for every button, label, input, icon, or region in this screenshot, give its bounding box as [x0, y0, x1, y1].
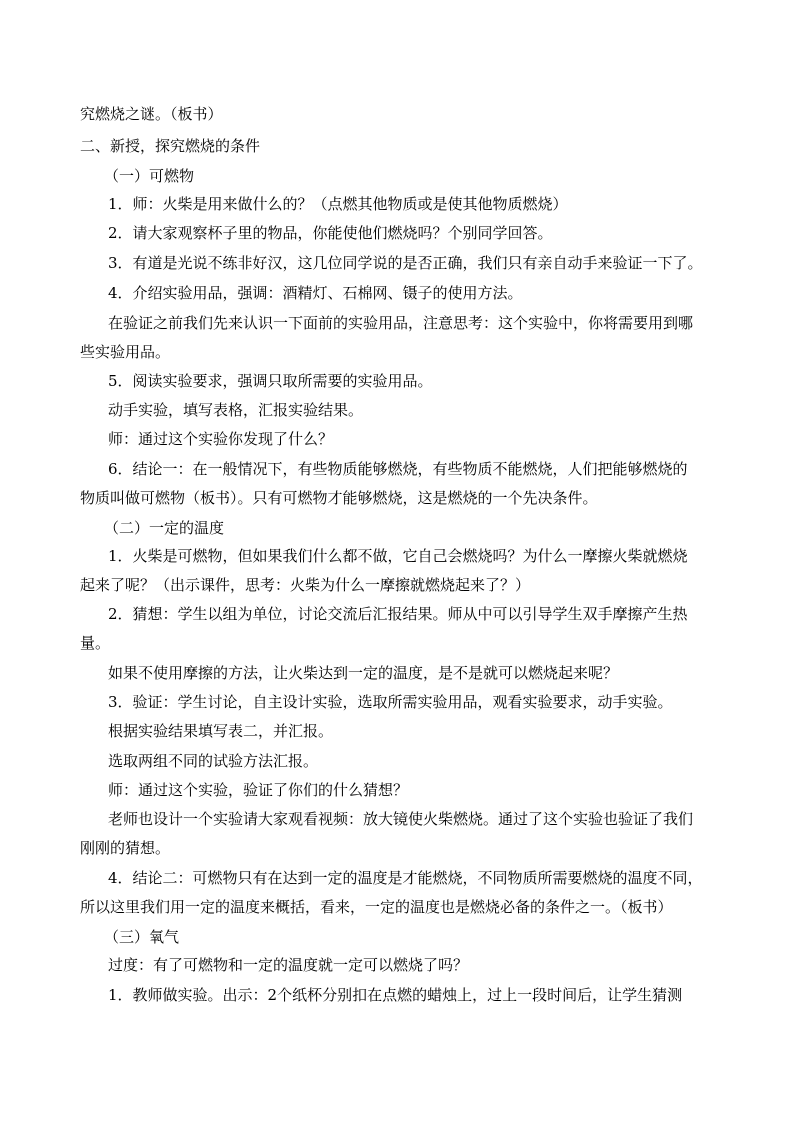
text-line: 量。 [80, 634, 111, 652]
text-line: 4．结论二：可燃物只有在达到一定的温度是才能燃烧，不同物质所需要燃烧的温度不同， [108, 869, 703, 887]
text-line: 些实验用品。 [80, 343, 171, 361]
text-line: 2．猜想：学生以组为单位，讨论交流后汇报结果。师从中可以引导学生双手摩擦产生热 [108, 605, 688, 623]
section-heading: 二、新授，探究燃烧的条件 [80, 137, 261, 155]
text-line: 师：通过这个实验你发现了什么？ [108, 430, 334, 448]
text-line: 物质叫做可燃物（板书）。只有可燃物才能够燃烧，这是燃烧的一个先决条件。 [80, 489, 598, 507]
text-line: 4．介绍实验用品，强调：酒精灯、石棉网、镊子的使用方法。 [108, 284, 523, 302]
subsection-heading: （三）氧气 [104, 928, 180, 946]
text-line: 1．火柴是可燃物，但如果我们什么都不做，它自己会燃烧吗？为什么一摩擦火柴就燃烧 [108, 547, 688, 565]
text-line: 所以这里我们用一定的温度来概括，看来，一定的温度也是燃烧必备的条件之一。（板书） [80, 898, 673, 916]
text-line: 究燃烧之谜。（板书） [80, 105, 223, 123]
text-line: 1．教师做实验。出示：2个纸杯分别扣在点燃的蜡烛上，过上一段时间后，让学生猜测 [108, 986, 683, 1004]
text-line: 5．阅读实验要求，强调只取所需要的实验用品。 [108, 372, 433, 390]
text-line: 3．验证：学生讨论，自主设计实验，选取所需实验用品，观看实验要求，动手实验。 [108, 693, 673, 711]
text-line: 师：通过这个实验，验证了你们的什么猜想？ [108, 781, 409, 799]
text-line: 1．师：火柴是用来做什么的？（点燃其他物质或是使其他物质燃烧） [108, 195, 568, 213]
text-line: 动手实验，填写表格，汇报实验结果。 [108, 401, 364, 419]
text-line: 3．有道是光说不练非好汉，这几位同学说的是否正确，我们只有亲自动手来验证一下了。 [108, 254, 703, 272]
text-line: 在验证之前我们先来认识一下面前的实验用品，注意思考：这个实验中，你将需要用到哪 [108, 314, 694, 332]
text-line: 根据实验结果填写表二，并汇报。 [108, 722, 334, 740]
text-line: 刚刚的猜想。 [80, 839, 171, 857]
text-line: 6．结论一：在一般情况下，有些物质能够燃烧，有些物质不能燃烧，人们把能够燃烧的 [108, 460, 688, 478]
text-line: 起来了呢？（出示课件，思考：火柴为什么一摩擦就燃烧起来了？） [80, 576, 531, 594]
text-line: 过度：有了可燃物和一定的温度就一定可以燃烧了吗？ [108, 956, 469, 974]
text-line: 如果不使用摩擦的方法，让火柴达到一定的温度，是不是就可以燃烧起来呢？ [108, 664, 619, 682]
text-line: 选取两组不同的试验方法汇报。 [108, 752, 319, 770]
subsection-heading: （一）可燃物 [104, 167, 195, 185]
subsection-heading: （二）一定的温度 [104, 519, 225, 537]
text-line: 老师也设计一个实验请大家观看视频：放大镜使火柴燃烧。通过了这个实验也验证了我们 [108, 810, 694, 828]
text-line: 2．请大家观察杯子里的物品，你能使他们燃烧吗？个别同学回答。 [108, 224, 553, 242]
